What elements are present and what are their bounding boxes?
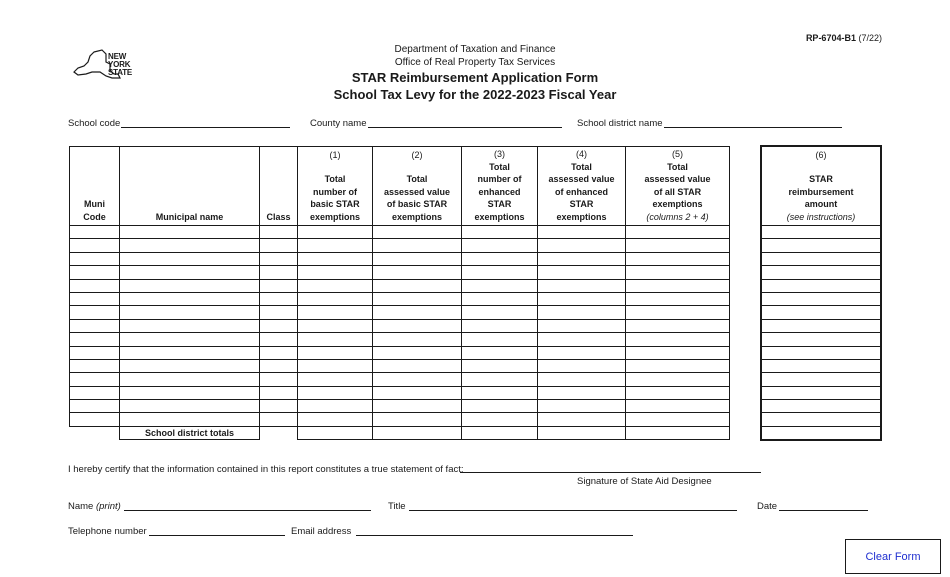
table-cell[interactable] bbox=[373, 333, 462, 346]
table-cell[interactable] bbox=[260, 306, 298, 319]
table-row bbox=[762, 346, 881, 359]
table-cell[interactable] bbox=[70, 346, 120, 359]
table-row bbox=[70, 413, 730, 426]
reimbursement-cell[interactable] bbox=[762, 279, 881, 292]
table-row bbox=[70, 266, 730, 279]
table-cell[interactable] bbox=[120, 279, 260, 292]
county-name-input[interactable] bbox=[368, 127, 562, 128]
table-cell[interactable] bbox=[462, 373, 538, 386]
table-cell[interactable] bbox=[538, 239, 626, 252]
dept-name: Department of Taxation and Finance bbox=[394, 44, 556, 55]
table-cell[interactable] bbox=[462, 413, 538, 426]
table-cell[interactable] bbox=[120, 373, 260, 386]
total-col-6[interactable] bbox=[762, 426, 881, 439]
table-row bbox=[70, 359, 730, 372]
table-cell[interactable] bbox=[120, 266, 260, 279]
reimbursement-cell[interactable] bbox=[762, 252, 881, 265]
table-cell[interactable] bbox=[260, 292, 298, 305]
table-cell[interactable] bbox=[70, 292, 120, 305]
table-cell[interactable] bbox=[120, 333, 260, 346]
table-row bbox=[762, 279, 881, 292]
table-cell[interactable] bbox=[538, 413, 626, 426]
table-row bbox=[762, 386, 881, 399]
table-cell[interactable] bbox=[120, 400, 260, 413]
table-cell[interactable] bbox=[373, 346, 462, 359]
table-row bbox=[70, 279, 730, 292]
table-cell[interactable] bbox=[298, 266, 373, 279]
title-label: Title bbox=[388, 501, 406, 512]
table-cell[interactable] bbox=[70, 306, 120, 319]
school-code-label: School code bbox=[68, 118, 121, 129]
county-name-label: County name bbox=[310, 118, 367, 129]
email-input[interactable] bbox=[356, 535, 633, 536]
reimbursement-cell[interactable] bbox=[762, 226, 881, 239]
table-cell[interactable] bbox=[626, 319, 730, 332]
table-cell[interactable] bbox=[462, 333, 538, 346]
table-cell[interactable] bbox=[538, 400, 626, 413]
table-cell[interactable] bbox=[538, 319, 626, 332]
table-cell[interactable] bbox=[70, 359, 120, 372]
table-row bbox=[70, 306, 730, 319]
table-cell[interactable] bbox=[298, 413, 373, 426]
table-cell[interactable] bbox=[70, 413, 120, 426]
signature-input[interactable] bbox=[460, 472, 761, 473]
table-cell[interactable] bbox=[538, 266, 626, 279]
reimbursement-cell[interactable] bbox=[762, 239, 881, 252]
table-cell[interactable] bbox=[298, 306, 373, 319]
certify-text: I hereby certify that the information contained in this report constitutes a true statement of fact: bbox=[68, 464, 464, 475]
col-4-header: (4) Total assessed value of enhanced STAR exemptions bbox=[538, 147, 626, 226]
table-cell[interactable] bbox=[70, 226, 120, 239]
reimbursement-table bbox=[761, 146, 881, 440]
table-cell[interactable] bbox=[260, 333, 298, 346]
table-cell[interactable] bbox=[373, 252, 462, 265]
table-row bbox=[70, 386, 730, 399]
table-row bbox=[762, 400, 881, 413]
table-cell[interactable] bbox=[260, 226, 298, 239]
table-cell[interactable] bbox=[373, 413, 462, 426]
table-row bbox=[762, 239, 881, 252]
table-row bbox=[70, 292, 730, 305]
col-muni-code: Muni Code bbox=[70, 147, 120, 226]
table-row bbox=[762, 413, 881, 426]
table-row bbox=[762, 226, 881, 239]
table-row bbox=[70, 252, 730, 265]
table-cell[interactable] bbox=[260, 279, 298, 292]
table-cell[interactable] bbox=[538, 292, 626, 305]
table-cell[interactable] bbox=[626, 279, 730, 292]
total-col-4[interactable] bbox=[538, 426, 626, 439]
reimbursement-cell[interactable] bbox=[762, 266, 881, 279]
table-cell[interactable] bbox=[260, 239, 298, 252]
table-cell[interactable] bbox=[120, 252, 260, 265]
table-cell[interactable] bbox=[70, 373, 120, 386]
table-cell[interactable] bbox=[538, 386, 626, 399]
table-cell[interactable] bbox=[373, 400, 462, 413]
page-title: STAR Reimbursement Application Form bbox=[351, 70, 599, 85]
reimbursement-cell[interactable] bbox=[762, 386, 881, 399]
table-row bbox=[762, 333, 881, 346]
col-6-header: (6) STAR reimbursement amount (see instructions) bbox=[762, 147, 881, 226]
table-cell[interactable] bbox=[626, 252, 730, 265]
table-cell[interactable] bbox=[626, 306, 730, 319]
table-cell[interactable] bbox=[260, 266, 298, 279]
col-municipal-name: Municipal name bbox=[120, 147, 260, 226]
phone-input[interactable] bbox=[149, 535, 285, 536]
total-col-2[interactable] bbox=[373, 426, 462, 439]
clear-form-button[interactable]: Clear Form bbox=[845, 539, 941, 574]
table-cell[interactable] bbox=[462, 386, 538, 399]
table-cell[interactable] bbox=[298, 252, 373, 265]
table-cell[interactable] bbox=[373, 319, 462, 332]
table-row bbox=[762, 306, 881, 319]
total-col-1[interactable] bbox=[298, 426, 373, 439]
table-cell[interactable] bbox=[626, 346, 730, 359]
office-name: Office of Real Property Tax Services bbox=[394, 57, 556, 68]
reimbursement-cell[interactable] bbox=[762, 319, 881, 332]
table-cell[interactable] bbox=[260, 386, 298, 399]
table-cell[interactable] bbox=[120, 386, 260, 399]
total-col-5[interactable] bbox=[626, 426, 730, 439]
table-cell[interactable] bbox=[70, 333, 120, 346]
table-cell[interactable] bbox=[260, 346, 298, 359]
table-row bbox=[70, 333, 730, 346]
table-cell[interactable] bbox=[462, 359, 538, 372]
table-cell[interactable] bbox=[626, 292, 730, 305]
form-id: RP-6704-B1 (7/22) bbox=[805, 33, 882, 43]
table-cell[interactable] bbox=[120, 226, 260, 239]
table-cell[interactable] bbox=[373, 386, 462, 399]
table-cell[interactable] bbox=[298, 359, 373, 372]
table-cell[interactable] bbox=[538, 306, 626, 319]
name-label: Name (print) bbox=[68, 501, 121, 512]
table-row bbox=[762, 319, 881, 332]
table-cell[interactable] bbox=[298, 292, 373, 305]
reimbursement-cell[interactable] bbox=[762, 359, 881, 372]
table-cell[interactable] bbox=[373, 292, 462, 305]
table-cell[interactable] bbox=[538, 359, 626, 372]
table-cell[interactable] bbox=[626, 333, 730, 346]
table-row bbox=[70, 239, 730, 252]
table-cell[interactable] bbox=[120, 319, 260, 332]
table-cell[interactable] bbox=[70, 266, 120, 279]
table-cell[interactable] bbox=[538, 226, 626, 239]
table-cell[interactable] bbox=[626, 359, 730, 372]
table-row bbox=[762, 373, 881, 386]
table-cell[interactable] bbox=[373, 373, 462, 386]
table-cell[interactable] bbox=[462, 346, 538, 359]
phone-label: Telephone number bbox=[68, 526, 147, 537]
table-cell[interactable] bbox=[298, 333, 373, 346]
table-cell[interactable] bbox=[462, 279, 538, 292]
table-cell[interactable] bbox=[120, 413, 260, 426]
table-row bbox=[762, 252, 881, 265]
reimbursement-cell[interactable] bbox=[762, 413, 881, 426]
table-cell[interactable] bbox=[298, 373, 373, 386]
reimbursement-cell[interactable] bbox=[762, 333, 881, 346]
email-label: Email address bbox=[291, 526, 352, 537]
table-row bbox=[762, 266, 881, 279]
reimbursement-cell[interactable] bbox=[762, 346, 881, 359]
table-cell[interactable] bbox=[373, 239, 462, 252]
table-cell[interactable] bbox=[298, 386, 373, 399]
table-cell[interactable] bbox=[298, 400, 373, 413]
table-cell[interactable] bbox=[70, 252, 120, 265]
table-cell[interactable] bbox=[538, 252, 626, 265]
table-cell[interactable] bbox=[626, 239, 730, 252]
table-row bbox=[70, 373, 730, 386]
table-cell[interactable] bbox=[373, 306, 462, 319]
table-cell[interactable] bbox=[70, 319, 120, 332]
table-cell[interactable] bbox=[120, 359, 260, 372]
table-row bbox=[70, 346, 730, 359]
table-cell[interactable] bbox=[538, 333, 626, 346]
table-row bbox=[762, 292, 881, 305]
signature-caption: Signature of State Aid Designee bbox=[577, 476, 712, 487]
table-cell[interactable] bbox=[538, 346, 626, 359]
table-cell[interactable] bbox=[120, 346, 260, 359]
table-cell[interactable] bbox=[538, 279, 626, 292]
table-cell[interactable] bbox=[298, 346, 373, 359]
table-cell[interactable] bbox=[626, 386, 730, 399]
table-row bbox=[762, 359, 881, 372]
name-input[interactable] bbox=[124, 510, 371, 511]
table-cell[interactable] bbox=[462, 226, 538, 239]
total-col-3[interactable] bbox=[462, 426, 538, 439]
col-1-header: (1) Total number of basic STAR exemptions bbox=[298, 147, 373, 226]
table-cell[interactable] bbox=[120, 306, 260, 319]
table-row bbox=[70, 226, 730, 239]
reimbursement-cell[interactable] bbox=[762, 306, 881, 319]
col-3-header: (3) Total number of enhanced STAR exemptions bbox=[462, 147, 538, 226]
col-5-header: (5) Total assessed value of all STAR exemptions (columns 2 + 4) bbox=[626, 147, 730, 226]
reimbursement-cell[interactable] bbox=[762, 373, 881, 386]
exemptions-table bbox=[69, 146, 730, 440]
reimbursement-cell[interactable] bbox=[762, 400, 881, 413]
title-input[interactable] bbox=[409, 510, 737, 511]
col-class: Class bbox=[260, 147, 298, 226]
table-cell[interactable] bbox=[70, 400, 120, 413]
table-cell[interactable] bbox=[462, 252, 538, 265]
page-subtitle: School Tax Levy for the 2022-2023 Fiscal Year bbox=[333, 87, 617, 102]
table-cell[interactable] bbox=[298, 319, 373, 332]
date-input[interactable] bbox=[779, 510, 868, 511]
table-cell[interactable] bbox=[120, 292, 260, 305]
table-row bbox=[70, 400, 730, 413]
table-cell[interactable] bbox=[373, 226, 462, 239]
table-cell[interactable] bbox=[626, 400, 730, 413]
table-cell[interactable] bbox=[538, 373, 626, 386]
date-label: Date bbox=[757, 501, 778, 512]
table-cell[interactable] bbox=[373, 266, 462, 279]
district-name-input[interactable] bbox=[664, 127, 842, 128]
table-cell[interactable] bbox=[462, 400, 538, 413]
table-cell[interactable] bbox=[70, 279, 120, 292]
table-cell[interactable] bbox=[260, 400, 298, 413]
table-cell[interactable] bbox=[120, 239, 260, 252]
table-cell[interactable] bbox=[260, 359, 298, 372]
col-2-header: (2) Total assessed value of basic STAR exemptions bbox=[373, 147, 462, 226]
school-code-input[interactable] bbox=[121, 127, 290, 128]
table-cell[interactable] bbox=[260, 252, 298, 265]
table-cell[interactable] bbox=[260, 413, 298, 426]
logo-text: NEW YORK STATE bbox=[108, 52, 133, 77]
table-cell[interactable] bbox=[260, 373, 298, 386]
reimbursement-cell[interactable] bbox=[762, 292, 881, 305]
table-cell[interactable] bbox=[260, 319, 298, 332]
table-cell[interactable] bbox=[462, 319, 538, 332]
table-cell[interactable] bbox=[298, 226, 373, 239]
table-cell[interactable] bbox=[462, 266, 538, 279]
table-row bbox=[70, 319, 730, 332]
table-cell[interactable] bbox=[70, 239, 120, 252]
table-cell[interactable] bbox=[462, 306, 538, 319]
totals-label: School district totals bbox=[120, 426, 260, 439]
district-name-label: School district name bbox=[577, 118, 663, 129]
table-cell[interactable] bbox=[626, 266, 730, 279]
table-cell[interactable] bbox=[373, 279, 462, 292]
table-cell[interactable] bbox=[462, 292, 538, 305]
table-cell[interactable] bbox=[373, 359, 462, 372]
table-cell[interactable] bbox=[298, 239, 373, 252]
table-cell[interactable] bbox=[462, 239, 538, 252]
table-cell[interactable] bbox=[626, 226, 730, 239]
table-cell[interactable] bbox=[626, 373, 730, 386]
table-cell[interactable] bbox=[626, 413, 730, 426]
table-cell[interactable] bbox=[70, 386, 120, 399]
table-cell[interactable] bbox=[298, 279, 373, 292]
